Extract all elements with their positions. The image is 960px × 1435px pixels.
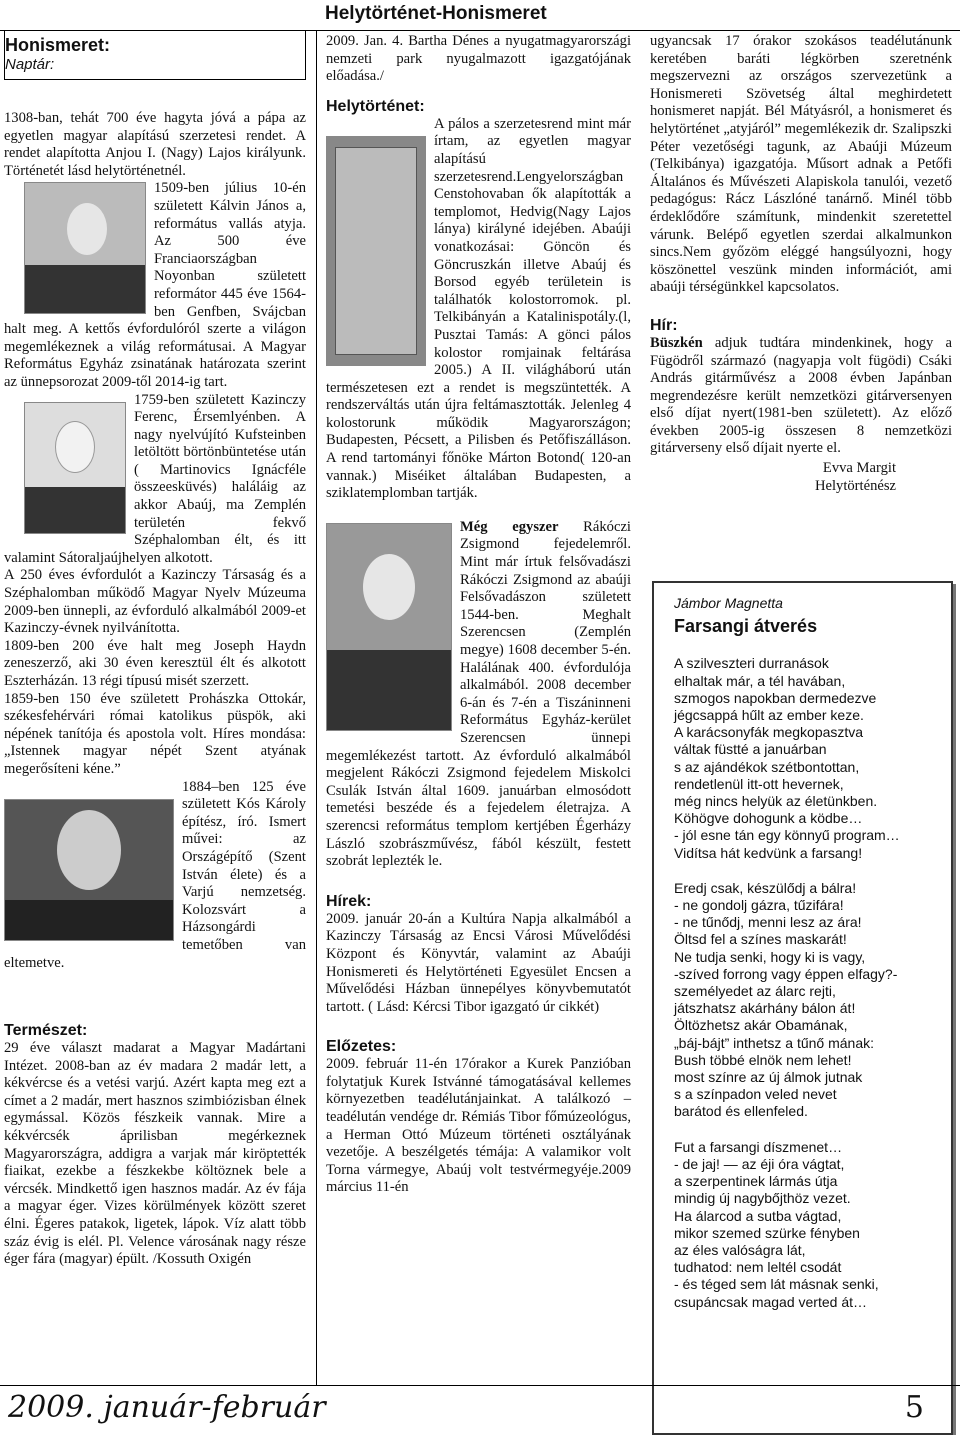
preview-text: 2009. február 11-én 17órakor a Kurek Panzióban folytatjuk Kurek Istvánné támogatásával kellemes környezetben teadélutánjainkat. A találkozó – teadélután vendége dr. Rémiás Tibor főmúzeológus, a Herman Ottó Múzeum történeti osztályának vezetője. A beszélgetés témája: A valamikor volt Torna vármegye, Abaúj volt testvérmegyéje.2009 március 11-én	[326, 1056, 631, 1196]
signature	[650, 460, 952, 495]
nature-title: Természet:	[4, 1022, 88, 1040]
rakoczi-body: Rákóczi Zsigmond fejedelemről. Mint már írtuk felsővadászi Rákóczi Zsigmond az abaúji Felsővadászon született 1544-ben. Meghalt Szerencsen (Zemplén megye) 1608 december 5-én. Halálának 400. évfordulója alkalmából. 2008 december 6-án és 7-én a Tiszáninneni Református Egyház-kerület Szerencsen ünnepi megemlékezést tartott. Az évforduló alkalmából megjelent Rákóczi Zsigmond fejedelem Miskolci Csulák István által 1609. januárban elmosódott temetési beszéde és a fejedelem életrajza. A szerencsi református templom kertjében Égerházy László szobrászművész, fából készült, festett szobrát leplezték le.	[326, 518, 631, 870]
news-title: Hírek:	[326, 892, 372, 910]
nature-text: 29 éve választ madarat a Magyar Madártani Intézet. 2008-ban az év madara 2 madár lett, a kékvércse és a vetési varjú. Azért kapta meg ezt a címet a 2 madár, mert hasznos szimbiózisban élnek egymással. Közös fészkeik vannak. Mire a kékvércsék áprilisban megérkeznek Magyarországra, addigra a varjak már kiröptették fiaikat, ezekbe a fészkekbe költöznek bele a vércsék. Mindkettő igen hasznos madár. Az év fája a magyar éger. Vizes körülmények között szeret élni. Égeres patakok, ligetek, lápok. Víz alatt több száz évig is elél. Pl. Velence városának nagy része éger fára (magyar) épült. /Kossuth Oxigén	[4, 1040, 306, 1268]
rakoczi-portrait	[326, 523, 452, 731]
fame-title: Hír:	[650, 316, 678, 334]
issue-date: 2009. január-február	[8, 1390, 326, 1425]
history-text: A pálos a szerzetesrend mint már írtam, az egyetlen magyar alapítású szerzetesrend.Lengyelországban Censtohovaban ők alapították a templomot, Hedvig(Nagy Lajos lánya) királyné idejében. Abaúji vonatkozásai: Göncön és Göncruszkán illetve Abaúj és Borsod egyéb területein is találhatók kolostorromok. pl. Telkibányán a Katalinispotály.(l, Pusztai Tamás: A gönci pálos kolostor romjainak feltárása 2005.) A II. világháború után természetesen ezt a rendet is megszüntették. A rendszerváltás után újra feltámasztották. Jelenleg 4 kolostorunk működik Magyarországon; Budapesten, Pécsett, a Pilisben és Petőfiszálláson. A rend tartományi főnöke Márton Botond( 120-an vannak.) Miséiket általában Budapesten, a sziklatemplomban tartják.	[326, 115, 631, 502]
middle-column	[326, 33, 631, 1430]
column-divider-1	[316, 30, 317, 1385]
poem-author: Jámbor Magnetta	[674, 595, 783, 611]
poem-stanza-1: A szilveszteri durranások elhaltak már, a tél havában, szmogos napokban dermedezve jégcsappá hűlt az ember keze. A karácsonyfák megkopasztva váltak füstté a januárban s az ajándékok szétbontottan, rendetlenül itt-ott hevernek, még nincs helyük az életünkben. Köhögve dohogunk a ködbe… - jól esne tán egy könnyű program… Vidítsa hát kedvünk a farsang!	[674, 655, 900, 861]
fame-text	[650, 335, 952, 458]
signature-role: Helytörténész	[814, 477, 896, 494]
section-title: Honismeret:	[5, 35, 111, 55]
kazinczy-portrait	[24, 402, 126, 534]
preview-title: Előzetes:	[326, 1038, 397, 1056]
history-title: Helytörténet:	[326, 97, 425, 115]
calendar-1308: 1308-ban, tehát 700 éve hagyta jóvá a pápa az egyetlen magyar alapítású szerzetesi rendet. A rendet alapította Anjou I. (Nagy) Lajos királyunk. Történetét lásd helytörténetnél.	[4, 110, 306, 179]
page-footer	[0, 1385, 960, 1431]
fame-lead: Büszkén	[650, 334, 703, 351]
calendar-1759: 1759-ben született Kazinczy Ferenc, Érsemlyénben. A nagy nyelvújító Kufsteinben letöltött börtönbüntetése után ( Martinovics Ignácféle összeesküvés) haláláig az akkor Abaúj, ma Zemplén területén fekvő Széphalomban élt, és itt valamint Sátoraljaújhelyen alkotott.	[4, 391, 306, 566]
poem-stanza-3: Fut a farsangi díszmenet… - de jaj! — az éji óra vágtat, a szerpentinek lármás útja mindig új nagybőjthöz vezet. Ha álarcod a sutba vágtad, mikor szemed szürke fényben az éles valóságra lát, tudhatod: nem leltél csodát - és téged sem lát másnak senki, csupáncsak magad verted át…	[674, 1138, 879, 1310]
calendar-1509: 1509-ben július 10-én született Kálvin János a, református vallás atyja. Az 500 éve Franciaországban Noyonban született reformátor 445 éve 1564-ben Genfben, Svájcban halt meg. A kettős évfordulóról szerte a világon megemlékeznek a világ reformátusai. A Magyar Református Egyház zsinatának határozata szerint az ünnepsorozat 2009-től 2014-ig tart.	[4, 180, 306, 390]
signature-name: Evva Margit	[822, 460, 896, 477]
poem-stanza-2: Eredj csak, készülődj a bálra! - ne gondolj gázra, tűzifára! - ne tűnődj, menni lesz az ára! Öltsd fel a színes maskarát! Ne tudja senki, hogy ki is vagy, -szíved forrong vagy éppen elfagy?- személyedet az álarc rejti, játszhatsz akárhány bálon át! Öltözhetsz akár Obamának, „báj-bájt” inthetsz a tűnő mának: Bush többé elnök nem lehet! most színre az új álmok jutnak s a színpadon veled nevet barátod és ellenfeled.	[674, 879, 898, 1120]
calendar-1809: 1809-ben 200 éve halt meg Joseph Haydn zeneszerző, aki 30 éven keresztül élt és alkotott Eszterházán. 13 régi típusú misét szerzett.	[4, 637, 306, 689]
section-box	[4, 30, 306, 80]
book-illustration	[326, 136, 426, 366]
section-subtitle: Naptár:	[5, 56, 55, 73]
left-column	[4, 30, 306, 1430]
poem-box	[652, 581, 953, 1435]
calvin-portrait	[24, 182, 146, 314]
right-intro: ugyancsak 17 órakor szokásos teadélutánunk keretében baráti légkörben szeretnénk megszervezni az országos szervezetünk a Honismereti Szövetség által meghirdetett honismeret napját. Bél Mátyásról, a honismeret és helytörténet „atyjáról” megemlékezik dr. Szalipszki Péter vezetőségi tagunk, az Abaúji Múzeum (Telkibánya) igazgatója. Műsort adnak a Petőfi Általános és Művészeti Alapiskola tanulói, vezető pedagógus: Rácz Lászlóné tanárnő. Minél több érdeklődőre számítunk, mindenkit szeretettel várunk. Belépő egyetlen szerdai alkalmunkon sincs.Nem győzöm eléggé hangsúlyozni, hogy köszönettel veszünk minden információt, ami abaúji térségünkkel kapcsolatos.	[650, 33, 952, 296]
page-header	[0, 0, 960, 31]
right-column	[650, 33, 952, 1430]
calendar-1884: 1884–ben 125 éve született Kós Károly építész, író. Ismert művei: az Országépítő (Szent István élete) és a Varjú nemzetség. Kolozsvárt a Házsongárdi temetőben van eltemetve.	[4, 778, 306, 971]
news-text: 2009. január 20-án a Kultúra Napja alkalmából a Kazinczy Társaság az Encsi Városi Művelődési Központ és Könyvtár, valamint az Abaúji Honismereti és Helytörténeti Egyesület Encsen a Művelődési Házban ünnepélyes könyvbemutatót tartott. ( Lásd: Kércsi Tibor igazgató úr cikkét)	[326, 910, 631, 1015]
page-number: 5	[904, 1390, 924, 1425]
kos-karoly-portrait	[4, 799, 174, 941]
calendar-1859: 1859-ben 150 éve született Prohászka Ottokár, székesfehérvári római katolikus püspök, aki népének tanítója és apostola volt. Híres mondása: „Istennek magyar népét Szent atyának megerősíteni kéne.”	[4, 690, 306, 777]
header-title: Helytörténet-Honismeret	[325, 3, 547, 24]
kazinczy-anniversary: A 250 éves évfordulót a Kazinczy Társaság és a Széphalomban működő Magyar Nyelv Múzeuma 2009-ben ünnepli, az évforduló alkalmából 2009-et Kazinczy-évnek nyilvánította.	[4, 567, 306, 637]
rakoczi-text	[326, 519, 631, 871]
poem-title: Farsangi átverés	[674, 616, 818, 637]
rakoczi-lead: Még egyszer	[460, 518, 559, 535]
middle-intro: 2009. Jan. 4. Bartha Dénes a nyugatmagyarországi nemzeti park nyugalmazott igazgatójának előadása./	[326, 33, 631, 85]
fame-body: adjuk tudtára mindenkinek, hogy a Fügödről származó (nagyapja volt fügödi) Csáki András gitárművész a 2008 évben Japánban megrendezésre került nemzetközi gitárversenyen első díjat nyert(1981-ben született). Az előző években 2005-ig összesen 8 nemzetközi gitárverseny első díjait nyerte el.	[650, 334, 952, 457]
